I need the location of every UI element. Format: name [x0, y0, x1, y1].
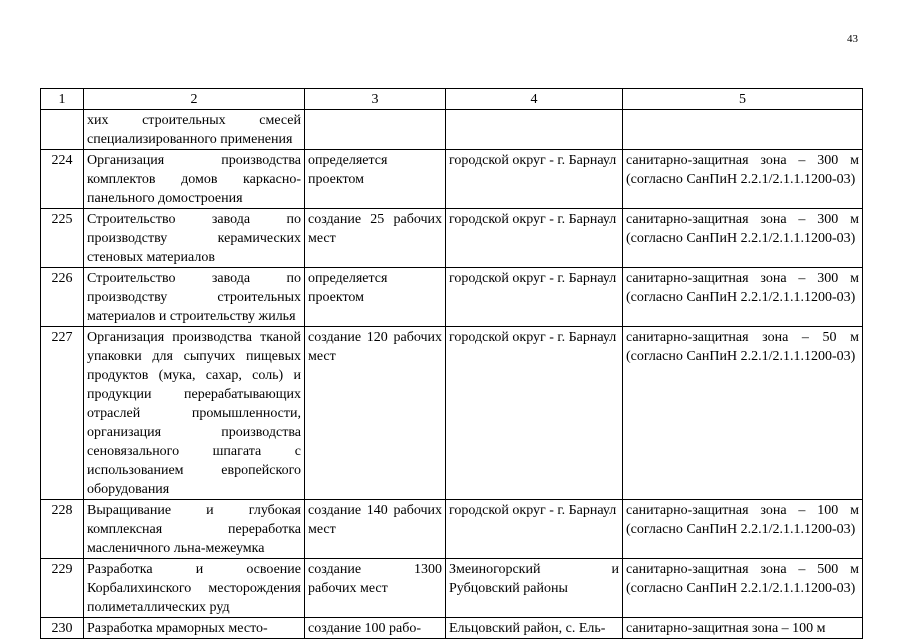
description-cell: Разработка мраморных место- [84, 618, 305, 639]
table-row [41, 500, 863, 559]
row-number-cell: 228 [41, 500, 84, 559]
row-number-cell: 230 [41, 618, 84, 639]
norm-cell: санитарно-защитная зона – 100 м (согласно СанПиН 2.2.1/2.1.1.1200-03) [623, 500, 863, 559]
table-row [41, 559, 863, 618]
norm-cell: санитарно-защитная зона – 300 м (согласно СанПиН 2.2.1/2.1.1.1200-03) [623, 209, 863, 268]
workplaces-cell: создание 1300 рабочих мест [305, 559, 446, 618]
workplaces-cell: создание 120 рабочих мест [305, 327, 446, 500]
column-header: 4 [446, 89, 623, 110]
description-cell: Строительство завода по производству строительных материалов и строительству жилья [84, 268, 305, 327]
location-cell [446, 110, 623, 150]
location-cell: городской округ - г. Барнаул [446, 327, 623, 500]
page-number: 43 [847, 33, 858, 45]
table-row [41, 268, 863, 327]
column-header: 5 [623, 89, 863, 110]
workplaces-cell: определяется проектом [305, 150, 446, 209]
description-cell: Организация производства тканой упаковки для сыпучих пищевых продуктов (мука, сахар, соль) и продукции перерабатывающих отраслей промышленности, организация производства сеновязального шпагата с использованием европейского оборудования [84, 327, 305, 500]
table-row [41, 618, 863, 639]
norm-cell: санитарно-защитная зона – 100 м [623, 618, 863, 639]
location-cell: городской округ - г. Барнаул [446, 209, 623, 268]
row-number-cell [41, 110, 84, 150]
table-row [41, 327, 863, 500]
workplaces-cell [305, 110, 446, 150]
norm-cell: санитарно-защитная зона – 300 м (согласно СанПиН 2.2.1/2.1.1.1200-03) [623, 150, 863, 209]
table-row-continuation [41, 110, 863, 150]
table-row [41, 209, 863, 268]
workplaces-cell: создание 25 рабочих мест [305, 209, 446, 268]
location-cell: городской округ - г. Барнаул [446, 150, 623, 209]
norm-cell [623, 110, 863, 150]
row-number-cell: 229 [41, 559, 84, 618]
column-header: 3 [305, 89, 446, 110]
workplaces-cell: создание 140 рабочих мест [305, 500, 446, 559]
workplaces-cell: создание 100 рабо- [305, 618, 446, 639]
description-cell: хих строительных смесей специализированного применения [84, 110, 305, 150]
norm-cell: санитарно-защитная зона – 500 м (согласно СанПиН 2.2.1/2.1.1.1200-03) [623, 559, 863, 618]
column-header: 1 [41, 89, 84, 110]
location-cell: Змеиногорский и Рубцовский районы [446, 559, 623, 618]
location-cell: Ельцовский район, с. Ель- [446, 618, 623, 639]
location-cell: городской округ - г. Барнаул [446, 268, 623, 327]
table-row [41, 150, 863, 209]
table-header-row [41, 89, 863, 110]
description-cell: Строительство завода по производству керамических стеновых материалов [84, 209, 305, 268]
column-header: 2 [84, 89, 305, 110]
location-cell: городской округ - г. Барнаул [446, 500, 623, 559]
workplaces-cell: определяется проектом [305, 268, 446, 327]
description-cell: Организация производства комплектов домов каркасно-панельного домостроения [84, 150, 305, 209]
norm-cell: санитарно-защитная зона – 300 м (согласно СанПиН 2.2.1/2.1.1.1200-03) [623, 268, 863, 327]
description-cell: Разработка и освоение Корбалихинского месторождения полиметаллических руд [84, 559, 305, 618]
row-number-cell: 226 [41, 268, 84, 327]
row-number-cell: 224 [41, 150, 84, 209]
projects-table [40, 88, 863, 639]
row-number-cell: 225 [41, 209, 84, 268]
row-number-cell: 227 [41, 327, 84, 500]
norm-cell: санитарно-защитная зона – 50 м (согласно СанПиН 2.2.1/2.1.1.1200-03) [623, 327, 863, 500]
description-cell: Выращивание и глубокая комплексная переработка масленичного льна-межеумка [84, 500, 305, 559]
